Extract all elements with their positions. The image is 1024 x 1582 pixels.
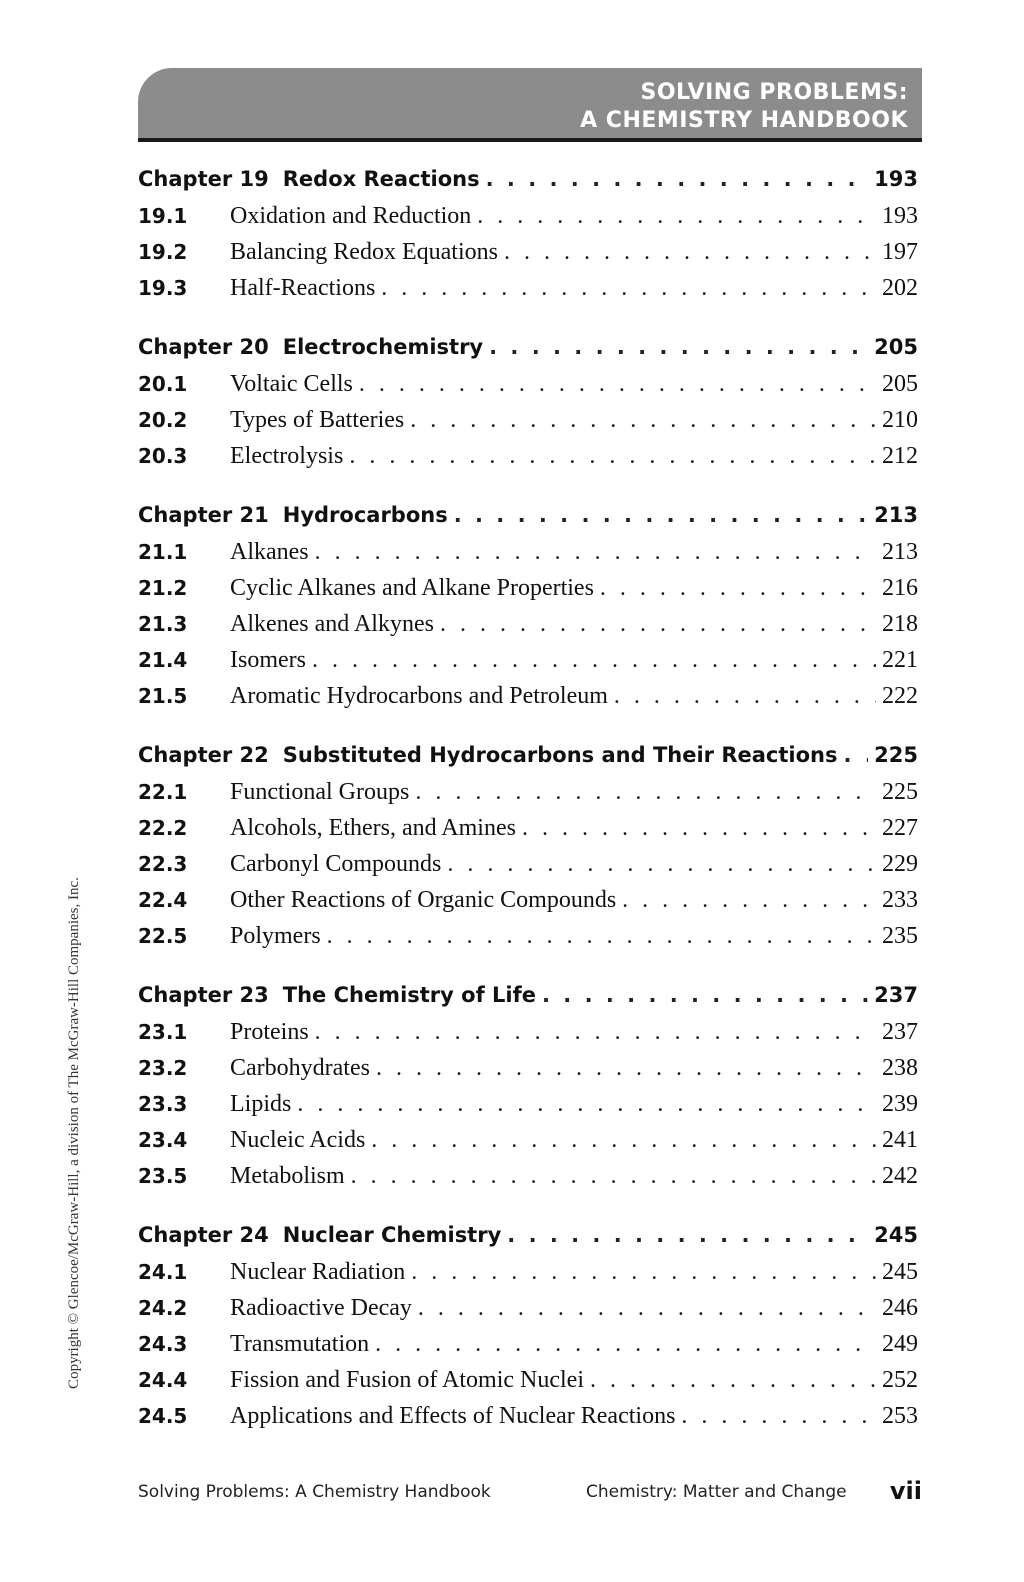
section-entry: [138, 407, 918, 443]
chapter-block: [138, 167, 918, 311]
section-entry: [138, 575, 918, 611]
section-title: Metabolism: [230, 1163, 345, 1189]
section-title: Alkenes and Alkynes: [230, 611, 434, 637]
dot-leader: [504, 239, 876, 266]
section-page-number: 238: [882, 1055, 918, 1081]
section-entry: [138, 1019, 918, 1055]
chapter-heading: [138, 335, 918, 371]
section-page-number: 242: [882, 1163, 918, 1189]
dot-leader: [507, 1223, 868, 1247]
chapter-heading: [138, 743, 918, 779]
section-page-number: 222: [882, 683, 918, 709]
section-entry: [138, 275, 918, 311]
section-page-number: 233: [882, 887, 918, 913]
section-entry: [138, 239, 918, 275]
section-page-number: 245: [882, 1259, 918, 1285]
section-title: Half-Reactions: [230, 275, 376, 301]
section-number: 23.1: [138, 1020, 188, 1044]
section-title: Alcohols, Ethers, and Amines: [230, 815, 516, 841]
dot-leader: [411, 1259, 876, 1286]
section-title: Nucleic Acids: [230, 1127, 366, 1153]
section-page-number: 252: [882, 1367, 918, 1393]
section-page-number: 218: [882, 611, 918, 637]
section-number: 22.4: [138, 888, 188, 912]
dot-leader: [486, 167, 869, 191]
dot-leader: [376, 1055, 876, 1082]
header-banner: [138, 68, 922, 142]
section-title: Applications and Effects of Nuclear Reactions: [230, 1403, 676, 1429]
section-number: 23.3: [138, 1092, 188, 1116]
section-number: 20.3: [138, 444, 188, 468]
section-title: Transmutation: [230, 1331, 370, 1357]
dot-leader: [477, 203, 876, 230]
chapter-block: [138, 743, 918, 959]
chapter-heading: [138, 983, 918, 1019]
section-number: 24.4: [138, 1368, 188, 1392]
section-page-number: 213: [882, 539, 918, 565]
page-number: vii: [889, 1477, 922, 1505]
dot-leader: [440, 611, 876, 638]
dot-leader: [359, 371, 876, 398]
section-title: Alkanes: [230, 539, 309, 565]
section-entry: [138, 1091, 918, 1127]
footer-series-title: Chemistry: Matter and Change: [586, 1482, 847, 1502]
section-entry: [138, 851, 918, 887]
section-number: 23.4: [138, 1128, 188, 1152]
section-title: Isomers: [230, 647, 306, 673]
section-title: Other Reactions of Organic Compounds: [230, 887, 617, 913]
section-page-number: 246: [882, 1295, 918, 1321]
section-page-number: 241: [882, 1127, 918, 1153]
dot-leader: [843, 743, 868, 767]
section-title: Nuclear Radiation: [230, 1259, 406, 1285]
section-entry: [138, 1259, 918, 1295]
chapter-label: Chapter 21: [138, 503, 269, 527]
section-entry: [138, 887, 918, 923]
chapter-block: [138, 983, 918, 1199]
section-number: 21.5: [138, 684, 188, 708]
section-entry: [138, 1295, 918, 1331]
dot-leader: [454, 503, 868, 527]
section-entry: [138, 203, 918, 239]
chapter-heading: [138, 167, 918, 203]
section-number: 20.1: [138, 372, 188, 396]
chapter-label: Chapter 20: [138, 335, 269, 359]
chapter-heading: [138, 1223, 918, 1259]
section-page-number: 227: [882, 815, 918, 841]
section-number: 21.1: [138, 540, 188, 564]
section-page-number: 221: [882, 647, 918, 673]
chapter-label: Chapter 22: [138, 743, 269, 767]
section-title: Oxidation and Reduction: [230, 203, 472, 229]
section-page-number: 193: [882, 203, 918, 229]
chapter-page-number: 225: [874, 743, 918, 767]
section-title: Types of Batteries: [230, 407, 405, 433]
section-page-number: 239: [882, 1091, 918, 1117]
section-page-number: 197: [882, 239, 918, 265]
section-number: 24.5: [138, 1404, 188, 1428]
section-title: Radioactive Decay: [230, 1295, 412, 1321]
chapter-page-number: 213: [874, 503, 918, 527]
section-entry: [138, 683, 918, 719]
section-page-number: 229: [882, 851, 918, 877]
section-entry: [138, 1331, 918, 1367]
dot-leader: [315, 539, 876, 566]
section-number: 21.2: [138, 576, 188, 600]
dot-leader: [297, 1091, 876, 1118]
section-entry: [138, 923, 918, 959]
chapter-page-number: 193: [874, 167, 918, 191]
chapter-label: Chapter 24: [138, 1223, 269, 1247]
dot-leader: [614, 683, 876, 710]
table-of-contents: [138, 167, 918, 1463]
section-page-number: 216: [882, 575, 918, 601]
section-entry: [138, 539, 918, 575]
section-number: 21.3: [138, 612, 188, 636]
section-title: Balancing Redox Equations: [230, 239, 498, 265]
section-title: Cyclic Alkanes and Alkane Properties: [230, 575, 594, 601]
dot-leader: [681, 1403, 876, 1430]
section-page-number: 202: [882, 275, 918, 301]
section-number: 24.2: [138, 1296, 188, 1320]
section-page-number: 237: [882, 1019, 918, 1045]
section-entry: [138, 1367, 918, 1403]
chapter-page-number: 205: [874, 335, 918, 359]
section-number: 21.4: [138, 648, 188, 672]
section-page-number: 210: [882, 407, 918, 433]
chapter-label: Chapter 19: [138, 167, 269, 191]
footer-book-title: Solving Problems: A Chemistry Handbook: [138, 1482, 491, 1502]
dot-leader: [489, 335, 868, 359]
section-title: Electrolysis: [230, 443, 344, 469]
dot-leader: [312, 647, 876, 674]
dot-leader: [410, 407, 876, 434]
section-entry: [138, 815, 918, 851]
section-entry: [138, 647, 918, 683]
dot-leader: [522, 815, 876, 842]
section-page-number: 225: [882, 779, 918, 805]
section-title: Lipids: [230, 1091, 292, 1117]
section-title: Fission and Fusion of Atomic Nuclei: [230, 1367, 584, 1393]
section-title: Aromatic Hydrocarbons and Petroleum: [230, 683, 608, 709]
dot-leader: [375, 1331, 876, 1358]
chapter-label: Chapter 23: [138, 983, 269, 1007]
copyright-notice: Copyright © Glencoe/McGraw-Hill, a division of The McGraw-Hill Companies, Inc.: [66, 877, 82, 1389]
section-page-number: 235: [882, 923, 918, 949]
dot-leader: [315, 1019, 876, 1046]
header-title-line-2: A CHEMISTRY HANDBOOK: [580, 108, 908, 133]
page-footer: [138, 1477, 922, 1507]
section-entry: [138, 371, 918, 407]
section-number: 22.5: [138, 924, 188, 948]
section-entry: [138, 1403, 918, 1439]
dot-leader: [327, 923, 876, 950]
chapter-page-number: 245: [874, 1223, 918, 1247]
dot-leader: [381, 275, 876, 302]
chapter-title: Redox Reactions: [282, 167, 480, 191]
chapter-heading: [138, 503, 918, 539]
dot-leader: [590, 1367, 876, 1394]
section-number: 22.3: [138, 852, 188, 876]
section-title: Proteins: [230, 1019, 309, 1045]
dot-leader: [600, 575, 876, 602]
section-number: 24.1: [138, 1260, 188, 1284]
chapter-title: Hydrocarbons: [282, 503, 448, 527]
section-number: 19.1: [138, 204, 188, 228]
section-entry: [138, 1163, 918, 1199]
dot-leader: [542, 983, 868, 1007]
section-number: 19.2: [138, 240, 188, 264]
chapter-block: [138, 335, 918, 479]
dot-leader: [349, 443, 876, 470]
section-page-number: 249: [882, 1331, 918, 1357]
dot-leader: [371, 1127, 876, 1154]
section-entry: [138, 779, 918, 815]
section-title: Carbonyl Compounds: [230, 851, 442, 877]
section-title: Polymers: [230, 923, 321, 949]
dot-leader: [622, 887, 876, 914]
section-number: 22.2: [138, 816, 188, 840]
section-page-number: 205: [882, 371, 918, 397]
header-title-line-1: SOLVING PROBLEMS:: [640, 80, 908, 105]
chapter-title: The Chemistry of Life: [282, 983, 536, 1007]
section-entry: [138, 1127, 918, 1163]
section-number: 20.2: [138, 408, 188, 432]
section-page-number: 212: [882, 443, 918, 469]
section-number: 22.1: [138, 780, 188, 804]
section-entry: [138, 443, 918, 479]
chapter-title: Nuclear Chemistry: [282, 1223, 502, 1247]
section-entry: [138, 1055, 918, 1091]
section-title: Voltaic Cells: [230, 371, 353, 397]
dot-leader: [351, 1163, 876, 1190]
chapter-title: Substituted Hydrocarbons and Their Reactions: [282, 743, 838, 767]
dot-leader: [447, 851, 876, 878]
section-entry: [138, 611, 918, 647]
dot-leader: [415, 779, 876, 806]
section-title: Functional Groups: [230, 779, 410, 805]
section-page-number: 253: [882, 1403, 918, 1429]
section-number: 23.5: [138, 1164, 188, 1188]
dot-leader: [418, 1295, 876, 1322]
chapter-title: Electrochemistry: [282, 335, 484, 359]
section-number: 19.3: [138, 276, 188, 300]
section-title: Carbohydrates: [230, 1055, 370, 1081]
chapter-block: [138, 503, 918, 719]
chapter-page-number: 237: [874, 983, 918, 1007]
chapter-block: [138, 1223, 918, 1439]
section-number: 24.3: [138, 1332, 188, 1356]
section-number: 23.2: [138, 1056, 188, 1080]
